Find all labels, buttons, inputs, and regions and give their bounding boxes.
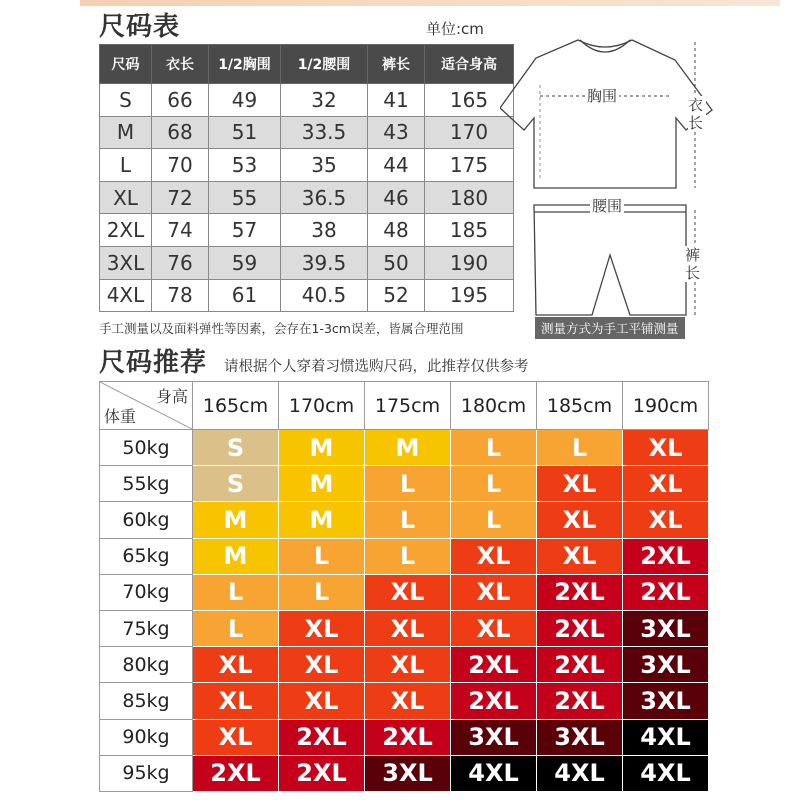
recommended-size-cell [365, 575, 451, 611]
recommend-subtitle: 请根据个人穿着习惯选购尺码，此推荐仅供参考 [224, 359, 529, 375]
size-table-cell: 59 [209, 246, 281, 279]
height-column-header: 165cm [193, 381, 279, 430]
recommended-size-cell [537, 756, 623, 792]
recommended-size-label: XL [476, 578, 511, 607]
recommended-size-cell [365, 430, 451, 466]
recommended-size-label: L [399, 469, 416, 498]
size-table-cell: 190 [425, 246, 514, 279]
recommended-size-cell [451, 502, 537, 538]
weight-row-header: 95kg [99, 756, 193, 792]
recommended-size-label: XL [562, 542, 597, 571]
recommended-size-cell [193, 647, 279, 683]
size-table-cell: 36.5 [281, 181, 368, 214]
corner-height-label: 身高 [155, 387, 188, 406]
weight-row-header: 75kg [99, 611, 193, 647]
recommended-size-cell [365, 539, 451, 575]
recommend-row [99, 466, 709, 502]
recommended-size-label: XL [390, 650, 425, 679]
size-table-cell: 57 [209, 214, 281, 247]
recommended-size-label: 2XL [296, 723, 347, 752]
size-table-cell: 52 [368, 279, 425, 312]
recommended-size-cell [279, 430, 365, 466]
size-table-row [100, 116, 514, 149]
recommended-size-label: L [399, 505, 416, 534]
recommend-row [99, 502, 709, 538]
recommended-size-label: 4XL [554, 759, 605, 788]
recommended-size-label: XL [304, 614, 339, 643]
recommended-size-cell [193, 683, 279, 719]
recommended-size-label: L [227, 578, 244, 607]
size-table-cell: 35 [281, 149, 368, 182]
recommended-size-label: M [309, 469, 334, 498]
size-table-cell: 72 [152, 181, 209, 214]
recommended-size-label: 3XL [554, 723, 605, 752]
recommended-size-label: XL [218, 686, 253, 715]
recommended-size-cell [193, 466, 279, 502]
recommended-size-cell [623, 430, 709, 466]
recommended-size-label: 4XL [468, 759, 519, 788]
recommended-size-label: 2XL [468, 686, 519, 715]
size-table-cell: M [100, 116, 152, 149]
size-table-cell: 50 [368, 246, 425, 279]
size-table-cell: 2XL [100, 214, 152, 247]
header-pants-length: 裤长 [368, 45, 425, 84]
recommended-size-label: L [399, 542, 416, 571]
recommended-size-cell [451, 756, 537, 792]
recommended-size-cell [279, 720, 365, 756]
size-table-cell: 175 [425, 149, 514, 182]
recommended-size-label: 3XL [468, 723, 519, 752]
recommended-size-label: M [309, 505, 334, 534]
length-label: 衣长 [688, 96, 706, 132]
recommended-size-label: XL [390, 686, 425, 715]
weight-row-header: 90kg [99, 720, 193, 756]
recommended-size-cell [623, 611, 709, 647]
size-table-row [100, 149, 514, 182]
size-table-cell: 78 [152, 279, 209, 312]
recommended-size-cell [537, 575, 623, 611]
recommended-size-cell [451, 466, 537, 502]
recommended-size-cell [193, 539, 279, 575]
recommended-size-label: 2XL [554, 614, 605, 643]
size-table-cell: 32 [281, 84, 368, 117]
recommended-size-label: XL [648, 433, 683, 462]
recommended-size-label: XL [562, 469, 597, 498]
header-size: 尺码 [100, 45, 152, 84]
size-table-cell: 61 [209, 279, 281, 312]
recommended-size-label: L [313, 542, 330, 571]
recommend-row [99, 539, 709, 575]
recommended-size-cell [451, 539, 537, 575]
size-table-cell: 53 [209, 149, 281, 182]
recommended-size-cell [279, 611, 365, 647]
size-table-cell: 43 [368, 116, 425, 149]
recommended-size-cell [193, 611, 279, 647]
recommended-size-cell [365, 647, 451, 683]
recommended-size-cell [623, 539, 709, 575]
top-accent-bar [80, 0, 780, 6]
recommended-size-label: L [485, 469, 502, 498]
recommended-size-label: 3XL [382, 759, 433, 788]
recommended-size-label: S [226, 469, 245, 498]
recommended-size-label: L [313, 578, 330, 607]
recommended-size-cell [537, 611, 623, 647]
height-column-header: 180cm [451, 381, 537, 430]
recommended-size-cell [623, 720, 709, 756]
recommended-size-label: 2XL [210, 759, 261, 788]
weight-row-header: 70kg [99, 575, 193, 611]
recommended-size-label: L [485, 505, 502, 534]
size-table-cell: 4XL [100, 279, 152, 312]
recommend-header-row [99, 381, 709, 430]
size-table-cell: 74 [152, 214, 209, 247]
size-table-row [100, 279, 514, 312]
size-table-cell: 68 [152, 116, 209, 149]
size-table-row [100, 246, 514, 279]
unit-label: 单位:cm [426, 20, 484, 38]
recommended-size-cell [365, 756, 451, 792]
corner-cell [99, 381, 193, 430]
pants-length-label: 裤长 [685, 246, 703, 282]
size-table-cell: 70 [152, 149, 209, 182]
recommended-size-cell [623, 683, 709, 719]
size-table-cell: 40.5 [281, 279, 368, 312]
recommended-size-cell [451, 575, 537, 611]
height-column-header: 175cm [365, 381, 451, 430]
recommended-size-label: XL [390, 614, 425, 643]
weight-row-header: 60kg [99, 502, 193, 538]
recommended-size-cell [279, 756, 365, 792]
size-table-cell: 48 [368, 214, 425, 247]
recommended-size-label: 2XL [640, 542, 691, 571]
recommended-size-cell [193, 502, 279, 538]
recommended-size-label: XL [304, 686, 339, 715]
recommend-title: 尺码推荐 [99, 348, 208, 378]
recommended-size-cell [537, 720, 623, 756]
size-table-cell: XL [100, 181, 152, 214]
size-table-cell: 41 [368, 84, 425, 117]
recommended-size-cell [365, 720, 451, 756]
recommended-size-label: 2XL [382, 723, 433, 752]
weight-row-header: 50kg [99, 430, 193, 466]
header-length: 衣长 [152, 45, 209, 84]
size-table-header [100, 45, 514, 84]
height-column-header: 170cm [279, 381, 365, 430]
recommended-size-cell [451, 647, 537, 683]
recommended-size-cell [365, 466, 451, 502]
size-table-cell: S [100, 84, 152, 117]
recommended-size-label: L [571, 433, 588, 462]
size-chart-title: 尺码表 [99, 12, 181, 42]
recommend-row [99, 683, 709, 719]
size-table-cell: 38 [281, 214, 368, 247]
size-table-cell: 51 [209, 116, 281, 149]
size-table-row [100, 84, 514, 117]
recommend-row [99, 720, 709, 756]
recommended-size-cell [537, 502, 623, 538]
recommended-size-label: M [395, 433, 420, 462]
size-table-cell: 76 [152, 246, 209, 279]
size-table [99, 44, 514, 312]
recommended-size-label: 3XL [640, 614, 691, 643]
waist-label: 腰围 [592, 197, 623, 215]
recommended-size-label: M [223, 542, 248, 571]
recommend-row [99, 430, 709, 466]
size-table-cell: 195 [425, 279, 514, 312]
size-table-cell: 170 [425, 116, 514, 149]
recommended-size-cell [537, 647, 623, 683]
measurement-method-badge: 测量方式为手工平铺测量 [535, 317, 685, 339]
recommended-size-cell [193, 720, 279, 756]
recommended-size-label: 2XL [640, 578, 691, 607]
recommended-size-cell [279, 539, 365, 575]
size-table-cell: 46 [368, 181, 425, 214]
size-table-cell: 44 [368, 149, 425, 182]
recommended-size-label: 2XL [554, 578, 605, 607]
recommended-size-label: L [227, 614, 244, 643]
recommended-size-cell [537, 466, 623, 502]
recommended-size-label: XL [304, 650, 339, 679]
weight-row-header: 85kg [99, 683, 193, 719]
recommended-size-cell [623, 466, 709, 502]
recommended-size-cell [193, 756, 279, 792]
recommended-size-cell [623, 575, 709, 611]
recommended-size-cell [279, 466, 365, 502]
header-waist: 1/2腰围 [281, 45, 368, 84]
size-table-cell: 185 [425, 214, 514, 247]
size-table-cell: 55 [209, 181, 281, 214]
size-table-cell: 39.5 [281, 246, 368, 279]
recommended-size-label: M [309, 433, 334, 462]
recommended-size-label: 2XL [554, 686, 605, 715]
shirt-outline-icon [500, 40, 712, 188]
recommend-row [99, 647, 709, 683]
recommended-size-cell [623, 756, 709, 792]
recommend-row [99, 611, 709, 647]
recommended-size-cell [279, 683, 365, 719]
size-table-cell: 66 [152, 84, 209, 117]
recommended-size-cell [279, 575, 365, 611]
recommended-size-label: XL [218, 723, 253, 752]
size-table-cell: L [100, 149, 152, 182]
recommended-size-cell [623, 647, 709, 683]
size-table-cell: 3XL [100, 246, 152, 279]
recommended-size-cell [537, 430, 623, 466]
recommended-size-cell [451, 430, 537, 466]
recommended-size-cell [451, 611, 537, 647]
size-table-row [100, 214, 514, 247]
recommended-size-cell [365, 683, 451, 719]
recommended-size-label: XL [476, 614, 511, 643]
recommended-size-label: XL [562, 505, 597, 534]
recommended-size-cell [537, 539, 623, 575]
recommended-size-label: 2XL [296, 759, 347, 788]
recommended-size-cell [451, 720, 537, 756]
recommended-size-cell [537, 683, 623, 719]
recommended-size-label: 3XL [640, 650, 691, 679]
size-table-cell: 33.5 [281, 116, 368, 149]
height-column-header: 185cm [537, 381, 623, 430]
size-table-cell: 165 [425, 84, 514, 117]
recommended-size-cell [623, 502, 709, 538]
chest-label: 胸围 [587, 87, 618, 105]
recommended-size-cell [193, 430, 279, 466]
recommended-size-label: XL [476, 542, 511, 571]
recommended-size-label: M [223, 505, 248, 534]
recommended-size-cell [451, 683, 537, 719]
recommended-size-label: XL [648, 469, 683, 498]
recommended-size-label: XL [218, 650, 253, 679]
recommended-size-cell [279, 647, 365, 683]
recommended-size-cell [365, 611, 451, 647]
recommended-size-label: S [226, 433, 245, 462]
recommended-size-label: XL [390, 578, 425, 607]
recommended-size-cell [193, 575, 279, 611]
weight-row-header: 80kg [99, 647, 193, 683]
recommended-size-label: 2XL [554, 650, 605, 679]
weight-row-header: 55kg [99, 466, 193, 502]
recommended-size-label: 4XL [640, 723, 691, 752]
recommend-row [99, 575, 709, 611]
header-chest: 1/2胸围 [209, 45, 281, 84]
measurement-note: 手工测量以及面料弹性等因素，会存在1-3cm误差，皆属合理范围 [99, 321, 464, 336]
recommend-table [99, 381, 709, 792]
corner-weight-label: 体重 [104, 407, 137, 426]
recommended-size-label: 3XL [640, 686, 691, 715]
size-table-cell: 180 [425, 181, 514, 214]
recommended-size-cell [279, 502, 365, 538]
size-table-cell: 49 [209, 84, 281, 117]
recommended-size-label: L [485, 433, 502, 462]
pants-outline-icon [534, 205, 686, 315]
height-column-header: 190cm [623, 381, 709, 430]
recommended-size-label: XL [648, 505, 683, 534]
recommended-size-label: 4XL [640, 759, 691, 788]
recommend-row [99, 756, 709, 792]
size-table-row [100, 181, 514, 214]
recommended-size-cell [365, 502, 451, 538]
recommended-size-label: 2XL [468, 650, 519, 679]
weight-row-header: 65kg [99, 539, 193, 575]
header-height: 适合身高 [425, 45, 514, 84]
